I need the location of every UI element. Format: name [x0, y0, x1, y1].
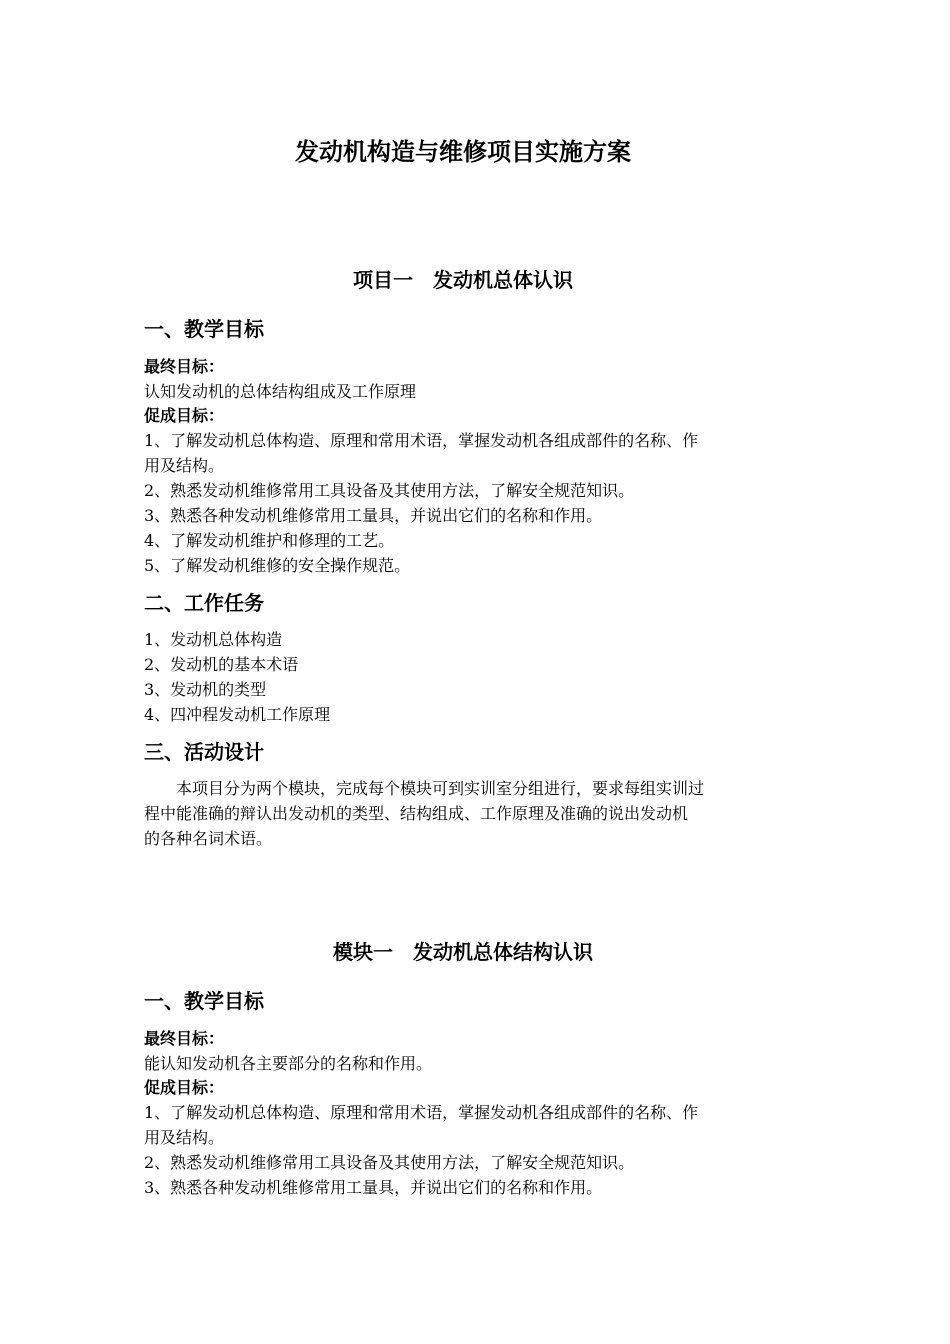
- final-goal-label: 最终目标：: [144, 357, 225, 376]
- task-item: 1、发动机总体构造: [144, 630, 283, 649]
- activity-paragraph-line: 程中能准确的辩认出发动机的类型、结构组成、工作原理及准确的说出发动机: [144, 804, 689, 823]
- promote-goal-item: 1、了解发动机总体构造、原理和常用术语，掌握发动机各组成部件的名称、作: [144, 431, 699, 450]
- work-tasks-heading: 二、工作任务: [144, 591, 264, 615]
- module-title: 模块一 发动机总体结构认识: [333, 940, 593, 964]
- task-item: 2、发动机的基本术语: [144, 655, 299, 674]
- module-promote-goal-item: 2、熟悉发动机维修常用工具设备及其使用方法，了解安全规范知识。: [144, 1153, 635, 1172]
- promote-goal-item: 2、熟悉发动机维修常用工具设备及其使用方法，了解安全规范知识。: [144, 481, 635, 500]
- final-goal-text: 认知发动机的总体结构组成及工作原理: [144, 382, 417, 401]
- promote-goal-label: 促成目标：: [144, 406, 225, 425]
- promote-goal-item: 5、了解发动机维修的安全操作规范。: [144, 556, 411, 575]
- module-final-goal-text: 能认知发动机各主要部分的名称和作用。: [144, 1054, 433, 1073]
- module-final-goal-label: 最终目标：: [144, 1029, 225, 1048]
- activity-paragraph-line: 本项目分为两个模块，完成每个模块可到实训室分组进行，要求每组实训过: [144, 779, 705, 798]
- teaching-goals-heading: 一、教学目标: [144, 317, 264, 341]
- document-title: 发动机构造与维修项目实施方案: [295, 138, 631, 166]
- task-item: 4、四冲程发动机工作原理: [144, 705, 331, 724]
- activity-paragraph-line: 的各种名词术语。: [144, 829, 273, 848]
- task-item: 3、发动机的类型: [144, 680, 267, 699]
- module-teaching-goals-heading: 一、教学目标: [144, 989, 264, 1013]
- module-promote-goal-label: 促成目标：: [144, 1078, 225, 1097]
- promote-goal-item: 用及结构。: [144, 456, 225, 475]
- activity-design-heading: 三、活动设计: [144, 740, 264, 764]
- promote-goal-item: 3、熟悉各种发动机维修常用工量具，并说出它们的名称和作用。: [144, 506, 603, 525]
- project-title: 项目一 发动机总体认识: [353, 268, 573, 292]
- module-promote-goal-item: 1、了解发动机总体构造、原理和常用术语，掌握发动机各组成部件的名称、作: [144, 1103, 699, 1122]
- module-promote-goal-item: 3、熟悉各种发动机维修常用工量具，并说出它们的名称和作用。: [144, 1178, 603, 1197]
- promote-goal-item: 4、了解发动机维护和修理的工艺。: [144, 531, 395, 550]
- module-promote-goal-item: 用及结构。: [144, 1128, 225, 1147]
